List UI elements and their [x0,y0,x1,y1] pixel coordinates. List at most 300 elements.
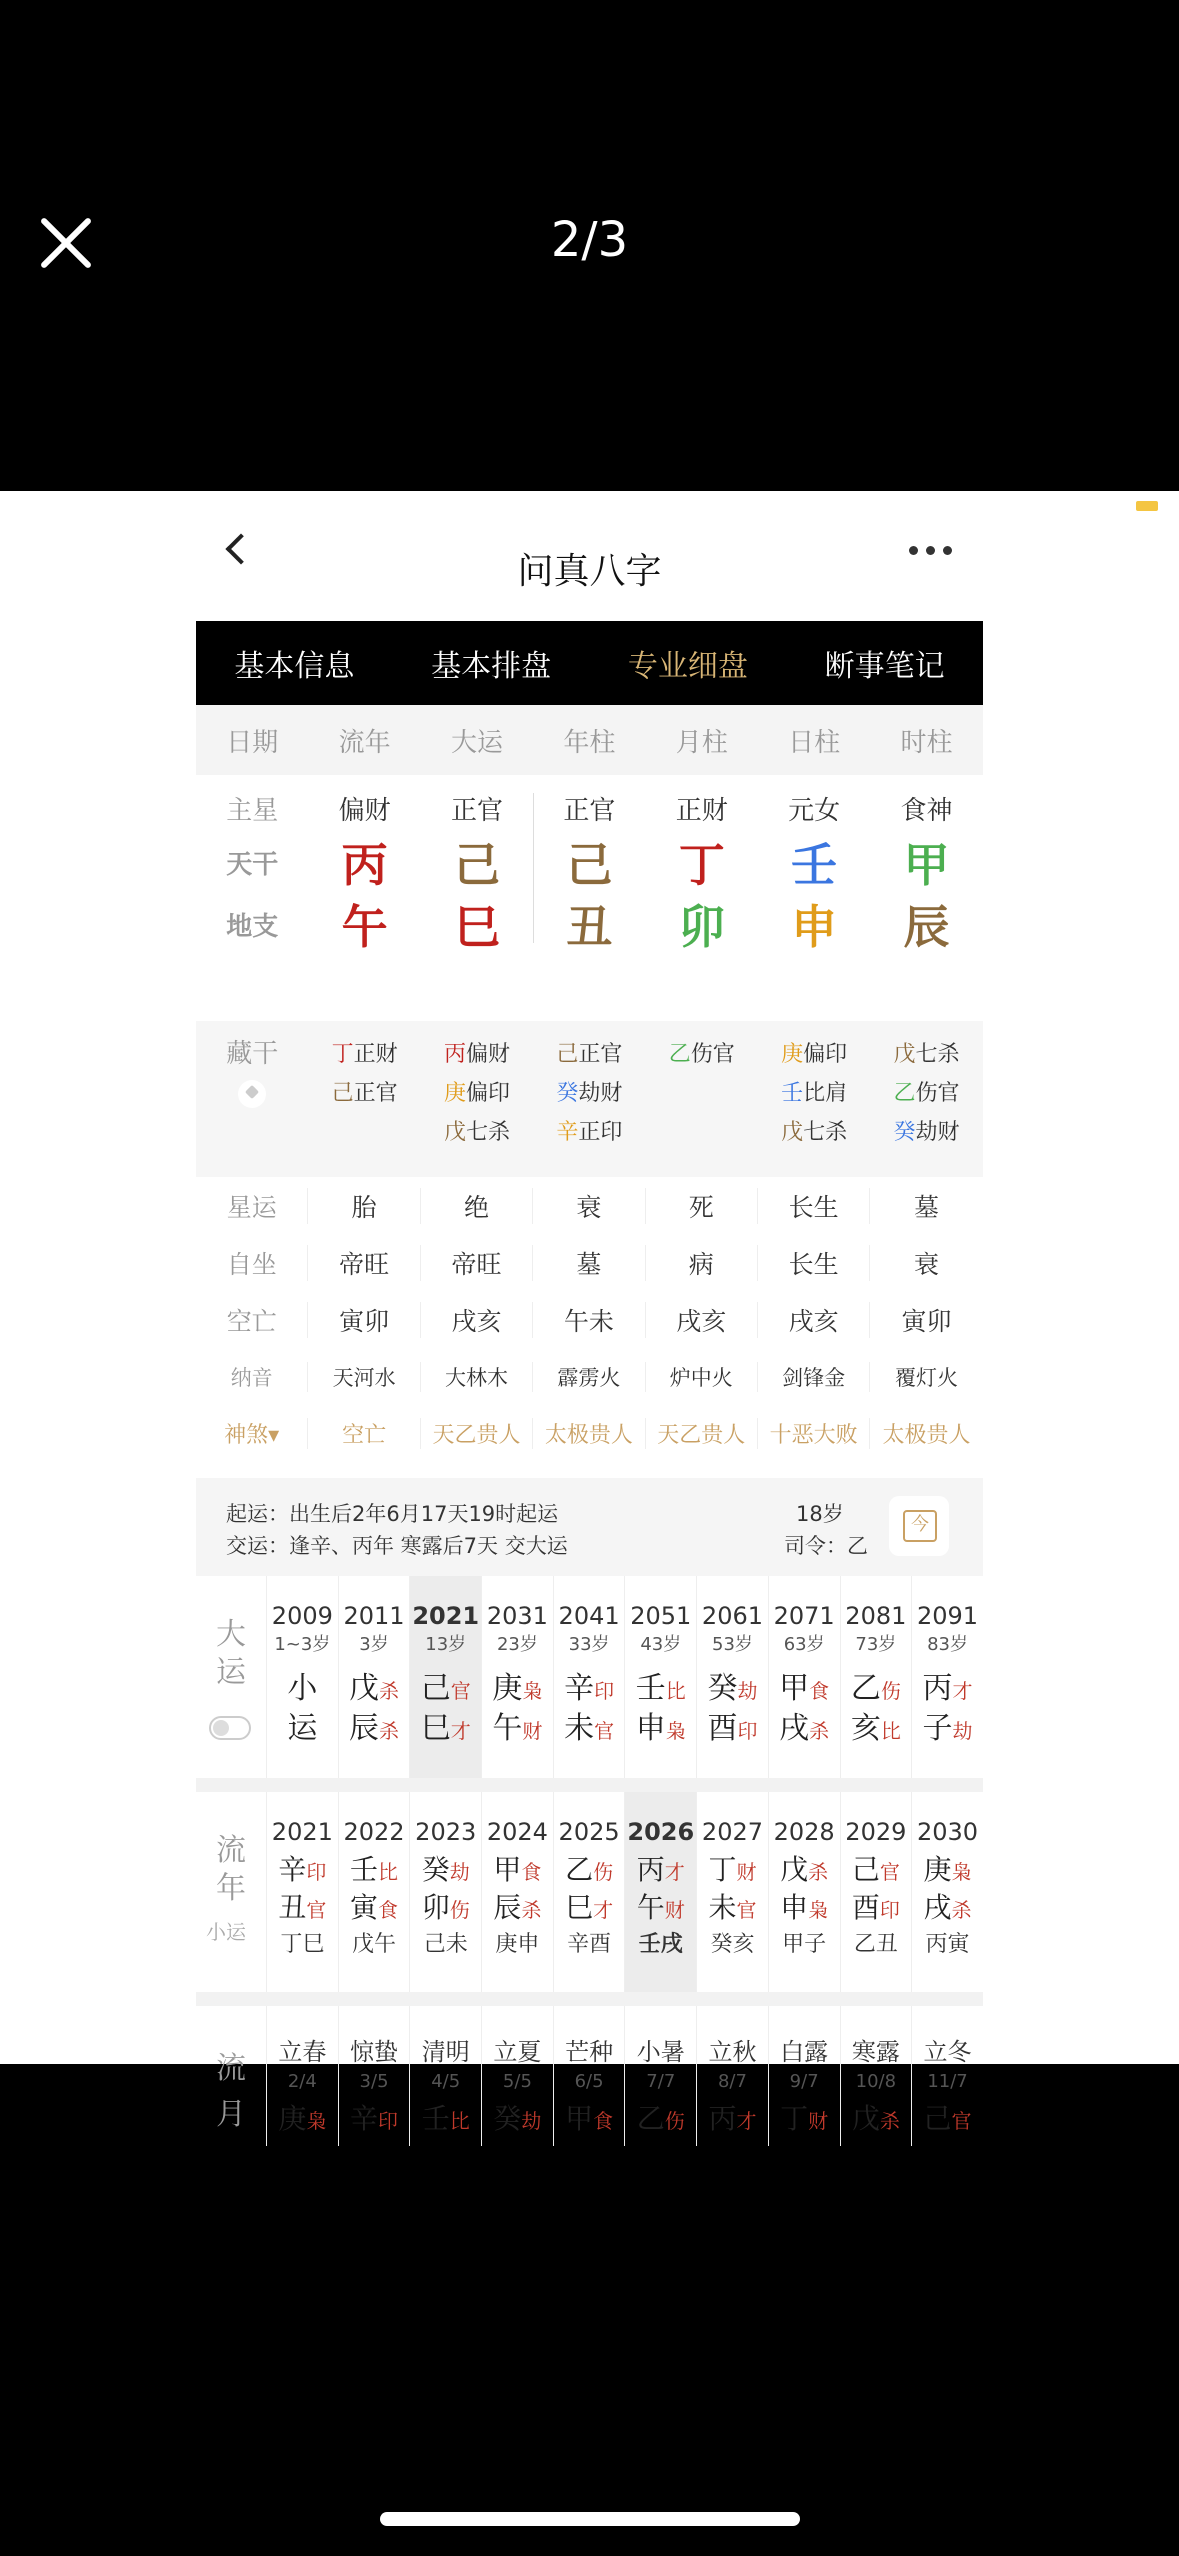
liuyue-columns [266,2006,983,2146]
term-date: 2/4 [287,2071,317,2092]
term-date: 10/8 [855,2071,897,2092]
liunian-god: 伤 [449,1898,470,1922]
calendar-today-icon[interactable] [889,1496,949,1556]
canggan-item: 戊七杀 [443,1120,510,1145]
dayun-age: 63岁 [783,1634,825,1655]
liunian-year: 2024 [486,1818,548,1846]
xiaoyun-ganzhi: 乙丑 [853,1932,898,1957]
dayun-god: 食 [809,1679,830,1703]
dizhi-cell: 卯 [678,900,725,954]
dayun-gan-line [267,1670,338,1710]
liunian-god: 食 [521,1860,542,1884]
liuyue-gan: 乙 [636,2102,665,2135]
term-date: 8/7 [717,2071,747,2092]
liuyue-gan-line [841,2101,912,2139]
dayun-zhi-line [625,1710,696,1750]
liuyue-column[interactable] [911,2006,983,2146]
liunian-zhi: 卯 [421,1891,450,1924]
liuyue-column[interactable] [768,2006,840,2146]
zhuxing-cell: 正官 [563,795,616,826]
dayun-age: 13岁 [425,1634,467,1655]
liuyue-gan: 丁 [780,2102,809,2135]
dayun-year: 2021 [412,1602,480,1630]
row-label: 星运 [196,1188,308,1224]
liunian-gan: 癸 [421,1853,450,1886]
liunian-year: 2030 [916,1818,979,1846]
dayun-zhi: 午 [492,1711,523,1746]
dayun-column[interactable] [624,1576,696,1778]
term-date: 11/7 [927,2071,968,2092]
liunian-god: 印 [879,1898,900,1922]
term-date: 7/7 [646,2071,676,2092]
liunian-god: 伤 [593,1860,614,1884]
dayun-column[interactable] [840,1576,912,1778]
liunian-column[interactable] [481,1792,553,1992]
page-title: 问真八字 [517,551,662,592]
dayun-label [196,1576,266,1778]
dayun-column[interactable] [911,1576,983,1778]
liunian-column[interactable] [553,1792,625,1992]
dayun-zhi-line [841,1710,912,1750]
kongwang-cell: 寅卯 [308,1302,420,1338]
liuyue-gan: 辛 [350,2102,379,2135]
dayun-column[interactable] [338,1576,410,1778]
liuyue-god: 官 [951,2109,972,2133]
liunian-god: 枭 [808,1898,829,1922]
nayin-cell: 天河水 [308,1362,420,1392]
liuyue-gan-line [339,2101,410,2139]
dayun-gan: 戊 [349,1671,380,1706]
dayun-god: 劫 [737,1679,758,1703]
liuyue-column[interactable] [553,2006,625,2146]
dizhi-row [196,893,983,955]
dayun-gan-line [697,1670,768,1710]
liuyue-gan: 己 [923,2102,952,2135]
header-cell: 日柱 [788,727,841,758]
zhuxing-row [196,785,983,831]
liuyue-column[interactable] [338,2006,410,2146]
dayun-zhi-line [912,1710,983,1750]
liunian-column[interactable] [768,1792,840,1992]
liuyue-god: 才 [736,2109,757,2133]
liunian-zhi-line [339,1890,410,1928]
dayun-column[interactable] [481,1576,553,1778]
liuyue-gan-line [482,2101,553,2139]
liuyue-gan-line [697,2101,768,2139]
zhuxing-cell: 食神 [900,795,953,826]
liunian-god: 官 [306,1898,327,1922]
solar-term: 惊蛰 [350,2038,399,2066]
liuyue-gan: 丙 [708,2102,737,2135]
dayun-gan: 癸 [707,1671,738,1706]
liunian-god: 才 [664,1860,685,1884]
liunian-god: 杀 [951,1898,972,1922]
dayun-gan-line [912,1670,983,1710]
liuyue-label [196,2006,266,2146]
canggan-item: 庚偏印 [781,1042,848,1067]
dayun-gan: 丙 [922,1671,953,1706]
zizuo-cell: 长生 [758,1245,870,1281]
dayun-year: 2091 [916,1602,979,1630]
canggan-col [646,1035,758,1163]
dizhi-cell: 午 [341,900,388,954]
liunian-year: 2023 [415,1818,477,1846]
zizuo-row [196,1234,983,1291]
dayun-god: 杀 [379,1719,400,1743]
row-label: 天干 [226,849,279,880]
liunian-god: 才 [593,1898,614,1922]
dayun-zhi-line [769,1710,840,1750]
dayun-gan: 庚 [492,1671,523,1706]
liuyue-gan: 戊 [851,2102,880,2135]
dayun-zhi-line [339,1710,410,1750]
liunian-zhi-line [554,1890,625,1928]
tiangan-cell: 己 [566,838,613,892]
xingyun-cell: 长生 [758,1188,870,1224]
solar-term: 芒种 [565,2038,614,2066]
liunian-column[interactable] [624,1792,696,1992]
solar-term: 寒露 [851,2038,900,2066]
liunian-year: 2025 [558,1818,620,1846]
liunian-year: 2027 [701,1818,763,1846]
canggan-item: 戊七杀 [781,1120,848,1145]
liunian-gan: 庚 [923,1853,952,1886]
dayun-age: 73岁 [855,1634,897,1655]
liunian-god: 官 [736,1898,757,1922]
canggan-col [533,1035,645,1163]
liunian-god: 劫 [449,1860,470,1884]
liunian-gan: 戊 [780,1853,809,1886]
canggan-label-col [196,1035,308,1163]
xingyun-cell: 衰 [533,1188,645,1224]
qiyun-age: 18岁 [796,1502,844,1526]
dayun-columns [266,1576,983,1778]
more-icon[interactable] [909,546,953,556]
dizhi-cell: 丑 [566,900,613,954]
liuyue-god: 财 [808,2109,829,2133]
dayun-gan: 己 [420,1671,451,1706]
liunian-god: 财 [664,1898,685,1922]
nayin-cell: 覆灯火 [895,1365,959,1390]
qiyun-text: 起运：出生后2年6月17天19时起运 [226,1502,559,1526]
dayun-age: 3岁 [359,1634,389,1655]
dayun-god: 杀 [809,1719,830,1743]
term-date: 3/5 [359,2071,389,2092]
liunian-zhi: 寅 [350,1891,379,1924]
nayin-cell: 剑锋金 [758,1362,870,1392]
liuyue-column[interactable] [266,2006,338,2146]
liunian-gan: 丙 [636,1853,665,1886]
dayun-zhi-line [482,1710,553,1750]
liunian-gan-line [625,1852,696,1890]
dayun-zhi: 戌 [779,1711,810,1746]
shensha-cell: 空亡 [308,1418,420,1449]
zhuxing-cell: 正官 [450,795,503,826]
dayun-year: 2051 [630,1602,692,1630]
dayun-age: 33岁 [568,1634,610,1655]
liunian-god: 枭 [951,1860,972,1884]
liunian-year: 2028 [773,1818,835,1846]
dayun-god: 印 [594,1679,615,1703]
dayun-year: 2011 [343,1602,405,1630]
xiaoyun-ganzhi: 壬戌 [638,1932,683,1957]
canggan-item: 癸劫财 [893,1120,960,1145]
dayun-zhi: 酉 [707,1711,738,1746]
canggan-block [196,1021,983,1177]
liuyue-gan-line [625,2101,696,2139]
liunian-gan-line [339,1852,410,1890]
zizuo-cell: 帝旺 [421,1245,533,1281]
liunian-year: 2029 [845,1818,907,1846]
canggan-item: 己正官 [331,1081,398,1106]
shensha-cell: 十恶大败 [758,1418,870,1449]
dayun-column[interactable] [553,1576,625,1778]
liunian-gan-line [482,1852,553,1890]
liunian-section [196,1792,983,2006]
dayun-gan-line [482,1670,553,1710]
canggan-item: 庚偏印 [443,1081,510,1106]
liunian-god: 印 [306,1860,327,1884]
dayun-year: 2061 [701,1602,763,1630]
xiaoyun-ganzhi: 庚申 [495,1932,540,1957]
dayun-god: 才 [450,1719,471,1743]
kongwang-cell: 戌亥 [758,1302,870,1338]
nayin-cell: 炉中火 [646,1362,758,1392]
home-indicator [380,2512,800,2526]
liunian-zhi-line [482,1890,553,1928]
dayun-age: 23岁 [496,1634,538,1655]
tiangan-row [196,831,983,893]
xiaoyun-toggle[interactable] [209,1716,251,1740]
xingyun-row [196,1177,983,1234]
liuyue-gan-line [410,2101,481,2139]
dayun-zhi-line [697,1710,768,1750]
row-label: 空亡 [196,1302,308,1338]
dayun-column[interactable] [696,1576,768,1778]
liunian-column[interactable] [409,1792,481,1992]
liunian-zhi-line [625,1890,696,1928]
xingyun-cell: 死 [646,1188,758,1224]
liunian-year: 2026 [627,1818,695,1846]
liuyue-god: 杀 [879,2109,900,2133]
liunian-god: 官 [879,1860,900,1884]
dayun-year: 2081 [845,1602,907,1630]
kongwang-cell: 戌亥 [646,1302,758,1338]
dayun-age: 83岁 [927,1634,968,1655]
liunian-column[interactable] [696,1792,768,1992]
liunian-zhi: 巳 [565,1891,594,1924]
dayun-god: 伤 [880,1679,901,1703]
pillar-header [196,705,983,775]
header-cell: 时柱 [900,727,953,758]
dayun-column[interactable] [266,1576,338,1778]
liunian-gan-line [267,1852,338,1890]
dayun-age: 1~3岁 [274,1634,331,1655]
dayun-god: 财 [522,1719,543,1743]
liunian-gan-line [697,1852,768,1890]
info-rows [196,1177,983,1462]
canggan-col [758,1035,870,1163]
tab-basic-chart[interactable]: 基本排盘 [431,649,552,684]
liunian-gan: 壬 [350,1853,379,1886]
canggan-item: 戊七杀 [893,1042,960,1067]
tab-detail-chart[interactable]: 专业细盘 [627,649,748,684]
app [196,491,983,2135]
liuyue-column[interactable] [624,2006,696,2146]
dayun-column[interactable] [768,1576,840,1778]
liunian-gan-line [841,1852,912,1890]
liuyue-gan-line [267,2101,338,2139]
zizuo-cell: 墓 [533,1245,645,1281]
kongwang-row [196,1291,983,1348]
liunian-column[interactable] [266,1792,338,1992]
header-cell: 月柱 [675,727,728,758]
liuyue-column[interactable] [481,2006,553,2146]
dayun-age: 53岁 [712,1634,753,1655]
dayun-zhi-line [554,1710,625,1750]
dayun-zhi: 辰 [349,1711,380,1746]
liunian-zhi: 申 [780,1891,809,1924]
tab-notes[interactable]: 断事笔记 [824,649,945,684]
liunian-zhi: 未 [708,1891,737,1924]
term-date: 9/7 [789,2071,819,2092]
xiaoyun-ganzhi: 丙寅 [925,1932,970,1957]
dayun-column[interactable] [409,1576,481,1778]
liunian-gan: 丁 [708,1853,737,1886]
shensha-cell: 天乙贵人 [421,1418,533,1449]
liunian-gan: 甲 [493,1853,522,1886]
qiyun-box [196,1478,983,1576]
row-label: 主星 [226,795,279,826]
zhuxing-cell: 元女 [788,795,841,826]
liunian-zhi-line [697,1890,768,1928]
tiangan-cell: 丙 [341,838,388,892]
solar-term: 小暑 [636,2038,685,2066]
ganzhi-block [196,775,983,1021]
liunian-zhi: 酉 [851,1891,880,1924]
dayun-section [196,1576,983,1792]
screenshot-image [0,491,1179,2135]
liuyue-column[interactable] [696,2006,768,2146]
jiaoyun-text: 交运：逢辛、丙年 寒露后7天 交大运 [226,1534,568,1558]
dayun-gan-line [769,1670,840,1710]
liunian-gan-line [769,1852,840,1890]
liuyue-gan: 癸 [493,2102,522,2135]
liunian-zhi-line [769,1890,840,1928]
liunian-gan: 己 [851,1853,880,1886]
liunian-column[interactable] [840,1792,912,1992]
liuyue-column[interactable] [409,2006,481,2146]
liunian-gan-line [912,1852,983,1890]
liunian-column[interactable] [911,1792,983,1992]
liunian-label [196,1792,266,1992]
indicator-mark [1136,501,1158,511]
xingyun-cell: 胎 [308,1188,420,1224]
liunian-zhi-line [410,1890,481,1928]
dayun-zhi: 巳 [420,1711,451,1746]
dayun-gan-line [554,1670,625,1710]
solar-term: 立冬 [923,2038,972,2066]
xingyun-cell: 墓 [914,1192,940,1222]
shensha-cell: 太极贵人 [882,1423,971,1448]
dayun-gan: 壬 [635,1671,666,1706]
canggan-col [308,1035,420,1163]
dayun-zhi: 申 [635,1711,666,1746]
dayun-god: 枭 [522,1679,543,1703]
dayun-gan: 甲 [779,1671,810,1706]
canggan-item: 壬比肩 [781,1081,848,1106]
canggan-item: 乙伤官 [893,1081,960,1106]
xiaoyun-ganzhi: 辛酉 [567,1932,612,1957]
dayun-zhi: 运 [287,1711,318,1746]
liuyue-god: 食 [593,2109,614,2133]
image-counter: 2/3 [550,212,629,268]
dayun-gan-line [841,1670,912,1710]
zizuo-cell: 病 [646,1245,758,1281]
xingyun-cell: 绝 [421,1188,533,1224]
tiangan-cell: 丁 [678,838,725,892]
viewer-header [0,0,1179,491]
dayun-gan: 乙 [850,1671,881,1706]
liuyue-gan-line [554,2101,625,2139]
term-date: 5/5 [502,2071,532,2092]
siling-text: 司令：乙 [784,1534,868,1558]
liunian-god: 食 [378,1898,399,1922]
header-cell: 年柱 [563,727,616,758]
dayun-age: 43岁 [640,1634,682,1655]
liuyue-god: 劫 [521,2109,542,2133]
dayun-gan-line [339,1670,410,1710]
liunian-gan-line [410,1852,481,1890]
liuyue-gan-line [769,2101,840,2139]
shensha-dropdown[interactable]: 神煞▾ [196,1418,308,1449]
xiaoyun-ganzhi: 己未 [423,1932,468,1957]
liunian-god: 杀 [808,1860,829,1884]
liuyue-column[interactable] [840,2006,912,2146]
zhuxing-cell: 偏财 [338,795,391,826]
liunian-zhi: 辰 [493,1891,522,1924]
liuyue-section [196,2006,983,2146]
liunian-gan: 辛 [278,1853,307,1886]
header-cell: 日期 [226,727,279,758]
dayun-god: 劫 [952,1719,973,1743]
liunian-column[interactable] [338,1792,410,1992]
divider [533,793,534,943]
xiaoyun-ganzhi: 癸亥 [710,1932,755,1957]
row-label: 自坐 [196,1245,308,1281]
tiangan-cell: 壬 [791,838,838,892]
zizuo-cell: 帝旺 [308,1245,420,1281]
pin-icon[interactable] [238,1080,266,1108]
dayun-god: 比 [665,1679,686,1703]
tab-basic-info[interactable]: 基本信息 [234,649,355,684]
liunian-zhi: 戌 [923,1891,952,1924]
canggan-item: 辛正印 [556,1120,623,1145]
tab-bar [196,621,983,705]
zhuxing-cell: 正财 [675,795,728,826]
dayun-zhi: 子 [922,1711,953,1746]
liuyue-gan: 壬 [421,2102,450,2135]
nav-bar [196,491,983,621]
liunian-god: 杀 [521,1898,542,1922]
dayun-gan: 小 [287,1671,318,1706]
liuyue-god: 枭 [306,2109,327,2133]
zizuo-cell: 衰 [914,1249,940,1279]
dayun-year: 2009 [271,1602,333,1630]
solar-term: 清明 [421,2038,470,2066]
liunian-zhi: 午 [636,1891,665,1924]
canggan-col [870,1035,982,1163]
